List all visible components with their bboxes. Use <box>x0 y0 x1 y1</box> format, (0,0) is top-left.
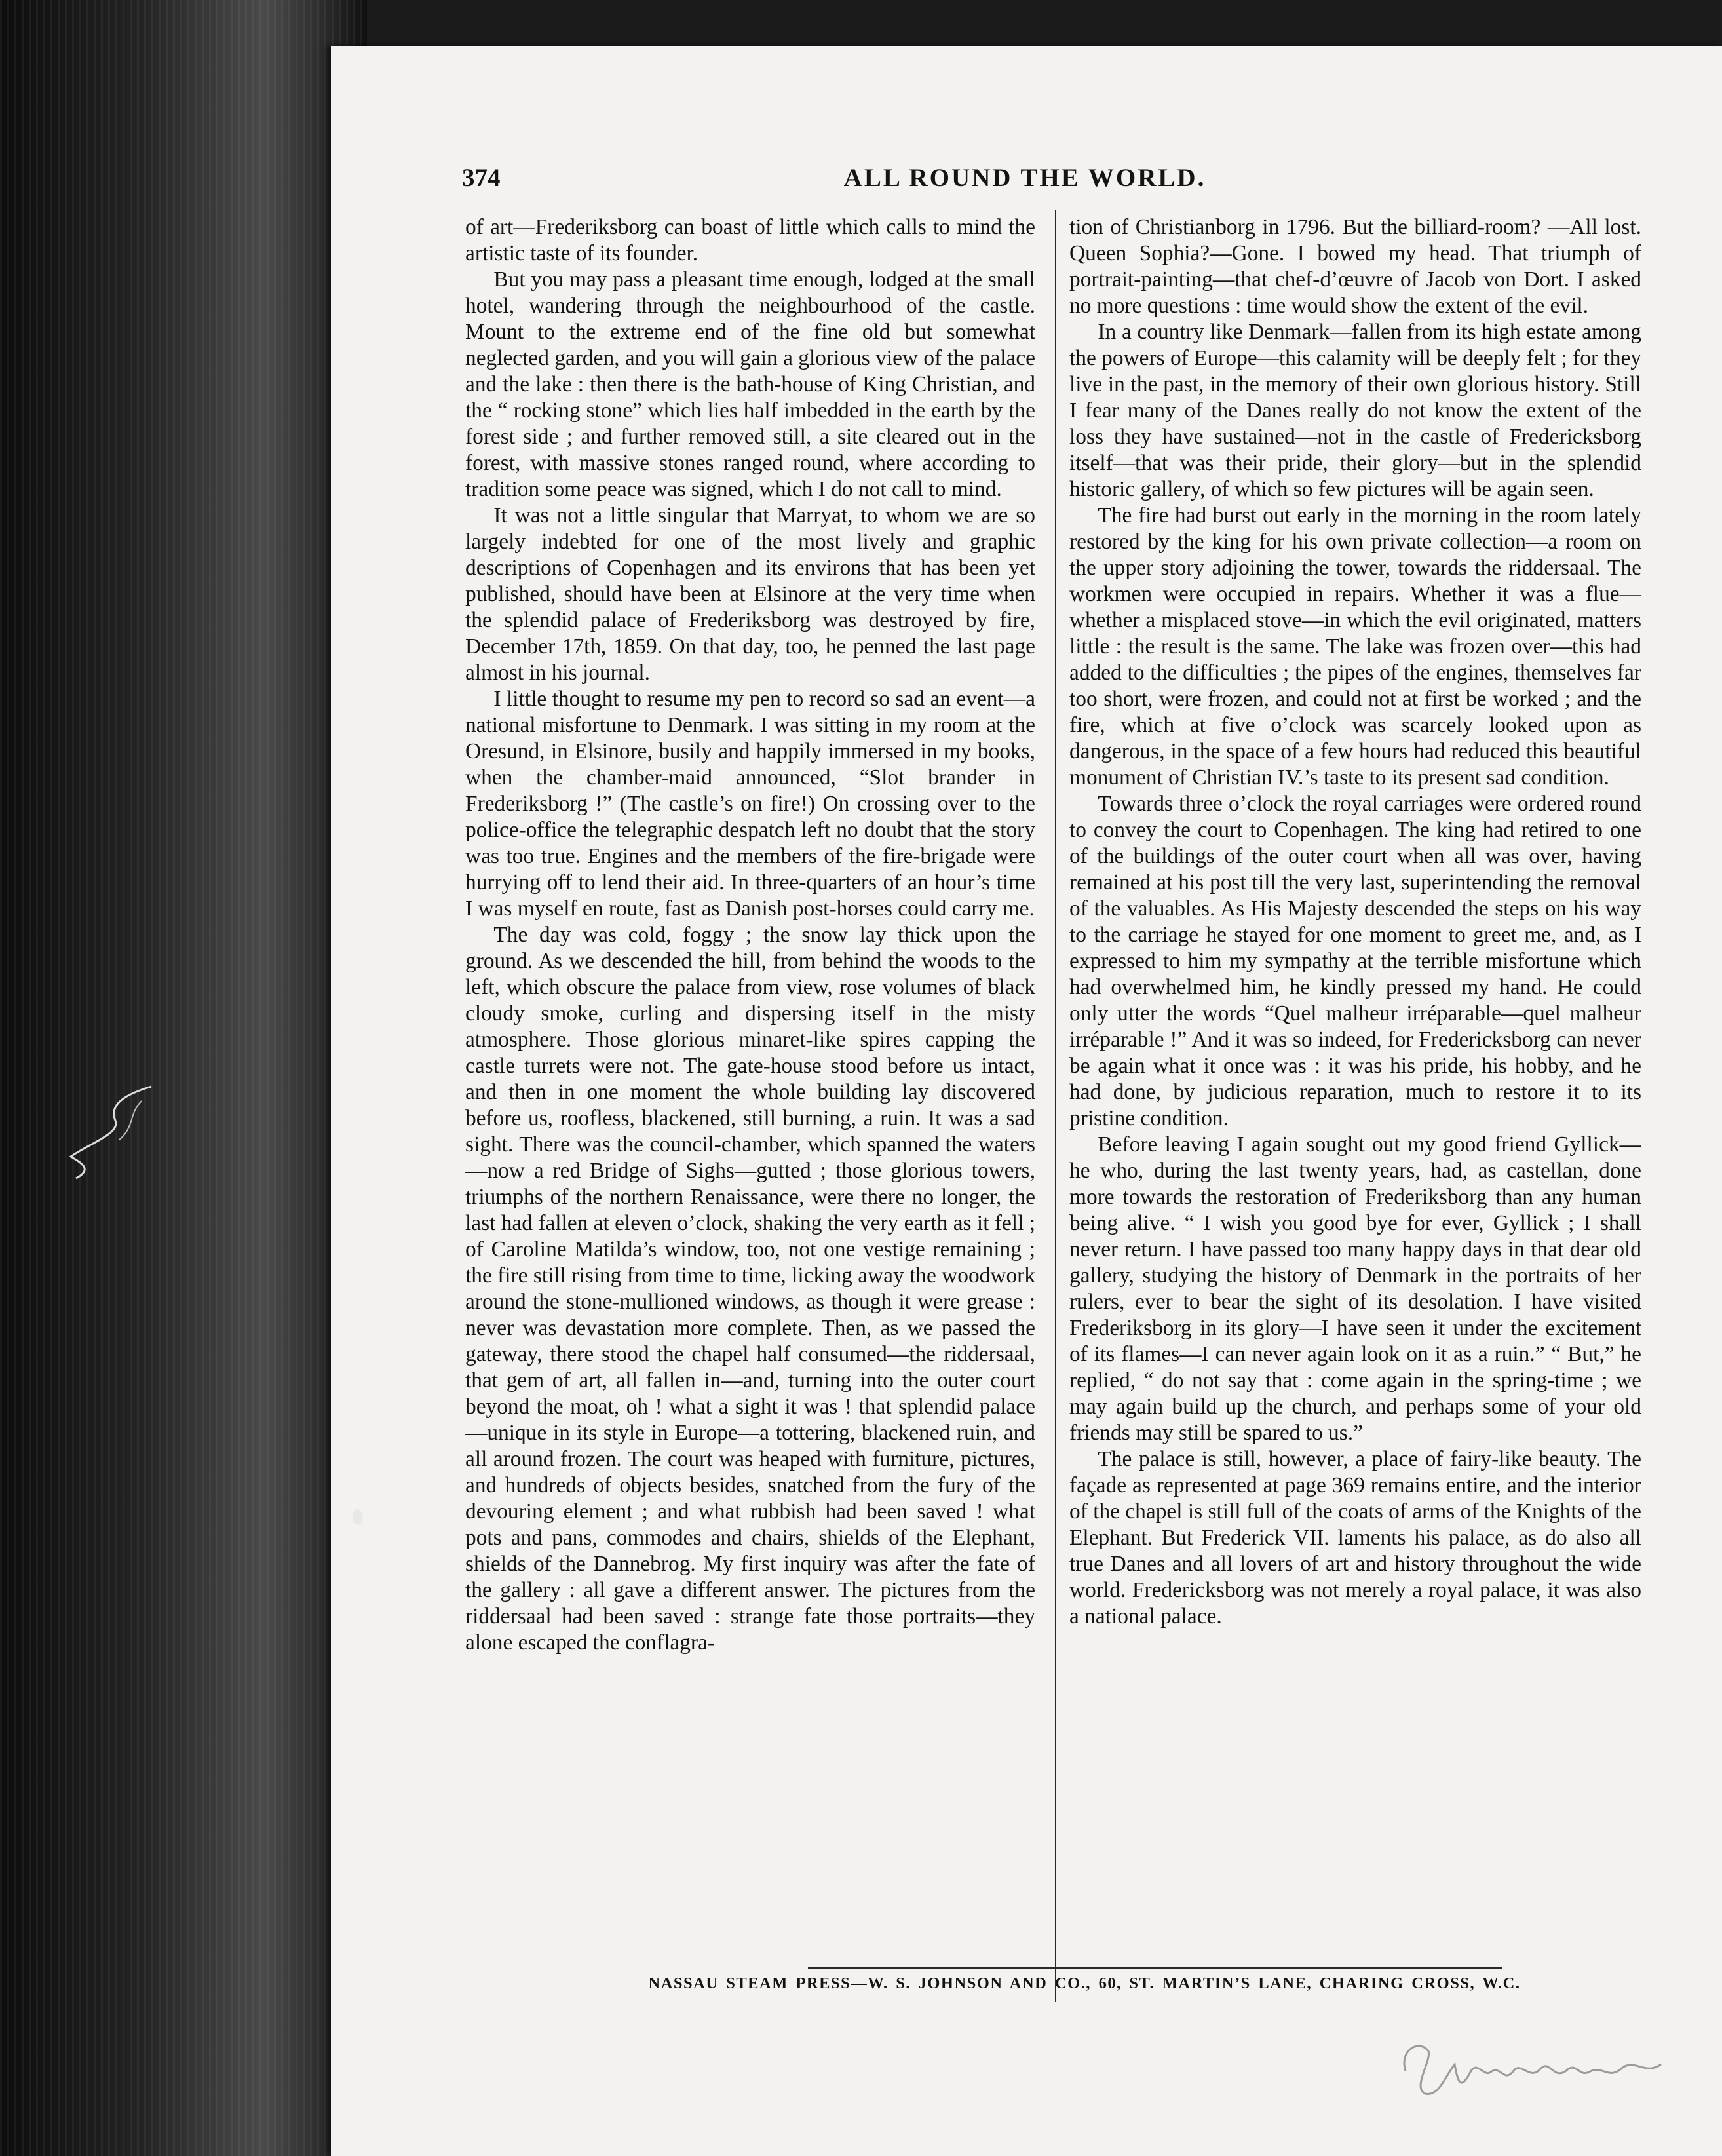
paragraph: It was not a little singular that Marryat, to whom we are so largely indebted for one of the most lively and graphic descriptions of Copenhagen and its environs that has been yet published, should have been at Elsinore at the very time when the splendid palace of Frederiksborg was destroyed by fire, December 17th, 1859. On that day, too, he penned the last page almost in his journal. <box>465 503 1035 685</box>
page-header <box>462 163 1588 202</box>
running-title: ALL ROUND THE WORLD. <box>843 164 1206 192</box>
page-number: 374 <box>462 164 501 192</box>
left-column <box>465 214 1035 1951</box>
footer-rule <box>808 1967 1502 1969</box>
book-page <box>331 46 1722 2156</box>
paragraph: I little thought to resume my pen to record so sad an event—a national misfortune to Denmark. I was sitting in my room at the Oresund, in Elsinore, busily and happily immersed in my books, when the chamber-maid announced, “Slot brander in Frederiksborg !” (The castle’s on fire!) On crossing over to the police-office the telegraphic despatch left no doubt that the story was too true. Engines and the members of the fire-brigade were hurrying off to lend their aid. In three-quarters of an hour’s time I was myself en route, fast as Danish post-horses could carry me. <box>465 687 1035 921</box>
right-column <box>1069 214 1641 1944</box>
paragraph: In a country like Denmark—fallen from its high estate among the powers of Europe—this calamity will be deeply felt ; for they live in the past, in the memory of their own glorious history. Still I fear many of the Danes really do not know the extent of the loss they have sustained—not in the castle of Fredericksborg itself—that was their pride, their glory—but in the splendid historic gallery, of which so few pictures will be again seen. <box>1069 320 1641 501</box>
torn-edge-thread <box>63 1081 155 1180</box>
margin-speck <box>351 1507 365 1527</box>
paragraph: The palace is still, however, a place of fairy-like beauty. The façade as represented at page 369 remains entire, and the interior of the chapel is still full of the coats of arms of the Knights of the Elephant. But Frederick VII. laments his palace, as do also all true Danes and all lovers of art and history throughout the wide world. Fredericksborg was not merely a royal palace, it was also a national palace. <box>1069 1447 1641 1628</box>
paragraph: Towards three o’clock the royal carriages were ordered round to convey the court to Copenhagen. The king had retired to one of the buildings of the outer court when all was over, having remained at his post till the very last, superintending the removal of the valuables. As His Majesty descended the steps on his way to the carriage he stayed for one moment to greet me, and, as I expressed to him my sympathy at the terrible misfortune which had overwhelmed him, he kindly pressed my hand. He could only utter the words “Quel malheur irréparable—quel malheur irréparable !” And it was so indeed, for Fredericksborg can never be again what it once was : it was his pride, his hobby, and he had done, by judicious reparation, much to restore it to its pristine condition. <box>1069 792 1641 1130</box>
paragraph: Before leaving I again sought out my good friend Gyllick—he who, during the last twenty years, had, as castellan, done more towards the restoration of Frederiksborg than any human being alive. “ I wish you good bye for ever, Gyllick ; I shall never return. I have passed too many happy days in that dear old gallery, studying the history of Denmark in the portraits of her rulers, ever to bear the sight of its desolation. I have visited Frederiksborg in its glory—I have seen it under the excitement of its flames—I can never again look on it as a ruin.” “ But,” he replied, “ do not say that : come again in the spring-time ; we may again build up the church, and perhaps some of your old friends may still be spared to us.” <box>1069 1132 1641 1445</box>
paragraph: The day was cold, foggy ; the snow lay thick upon the ground. As we descended the hill, from behind the woods to the left, which obscure the palace from view, rose volumes of black cloudy smoke, curling and dispersing itself in the misty atmosphere. Those glorious minaret-like spires capping the castle turrets were not. The gate-house stood before us intact, and then in one moment the whole building lay discovered before us, roofless, blackened, still burning, a ruin. It was a sad sight. There was the council-chamber, which spanned the waters—now a red Bridge of Sighs—gutted ; those glorious towers, triumphs of the northern Renaissance, were there no longer, the last had fallen at eleven o’clock, shaking the very earth as it fell ; of Caroline Matilda’s window, too, not one vestige remaining ; the fire still rising from time to time, licking away the woodwork around the stone-mullioned windows, as though it were grease : never was devastation more complete. Then, as we passed the gateway, there stood the chapel half consumed—the riddersaal, that gem of art, all fallen in—and, turning into the outer court beyond the moat, oh ! what a sight it was ! that splendid palace—unique in its style in Europe—a tottering, blackened ruin, and all around frozen. The court was heaped with furniture, pictures, and hundreds of objects besides, snatched from the fury of the devouring element ; and what rubbish had been saved ! what pots and pans, commodes and chairs, shields of the Elephant, shields of the Dannebrog. My first inquiry was after the fate of the gallery : all gave a different answer. The pictures from the riddersaal had been saved : strange fate those portraits—they alone escaped the conflagra- <box>465 923 1035 1655</box>
paragraph: tion of Christianborg in 1796. But the billiard-room? —All lost. Queen Sophia?—Gone. I bowed my head. That triumph of portrait-painting—that chef-d’œuvre of Jacob von Dort. I asked no more questions : time would show the extent of the evil. <box>1069 215 1641 318</box>
paragraph: of art—Frederiksborg can boast of little which calls to mind the artistic taste of its founder. <box>465 215 1035 265</box>
printer-imprint: NASSAU STEAM PRESS—W. S. JOHNSON AND CO., 60, ST. MARTIN’S LANE, CHARING CROSS, W.C. <box>648 1974 1521 1992</box>
column-divider <box>1055 210 1056 2002</box>
book-spine <box>0 0 367 2156</box>
handwritten-signature <box>1392 2025 1668 2110</box>
paragraph: But you may pass a pleasant time enough, lodged at the small hotel, wandering through the neighbourhood of the castle. Mount to the extreme end of the fine old but somewhat neglected garden, and you will gain a glorious view of the palace and the lake : then there is the bath-house of King Christian, and the “ rocking stone” which lies half imbedded in the earth by the forest side ; and further removed still, a site cleared out in the forest, with massive stones ranged round, where according to tradition some peace was signed, which I do not call to mind. <box>465 267 1035 501</box>
paragraph: The fire had burst out early in the morning in the room lately restored by the king for his own private collection—a room on the upper story adjoining the tower, towards the riddersaal. The workmen were occupied in repairs. Whether it was a flue—whether a misplaced stove—in which the evil originated, matters little : the result is the same. The lake was frozen over—this had added to the difficulties ; the pipes of the engines, themselves far too short, were frozen, and could not at first be worked ; and the fire, which at five o’clock was scarcely looked upon as dangerous, in the space of a few hours had reduced this beautiful monument of Christian IV.’s taste to its present sad condition. <box>1069 503 1641 790</box>
